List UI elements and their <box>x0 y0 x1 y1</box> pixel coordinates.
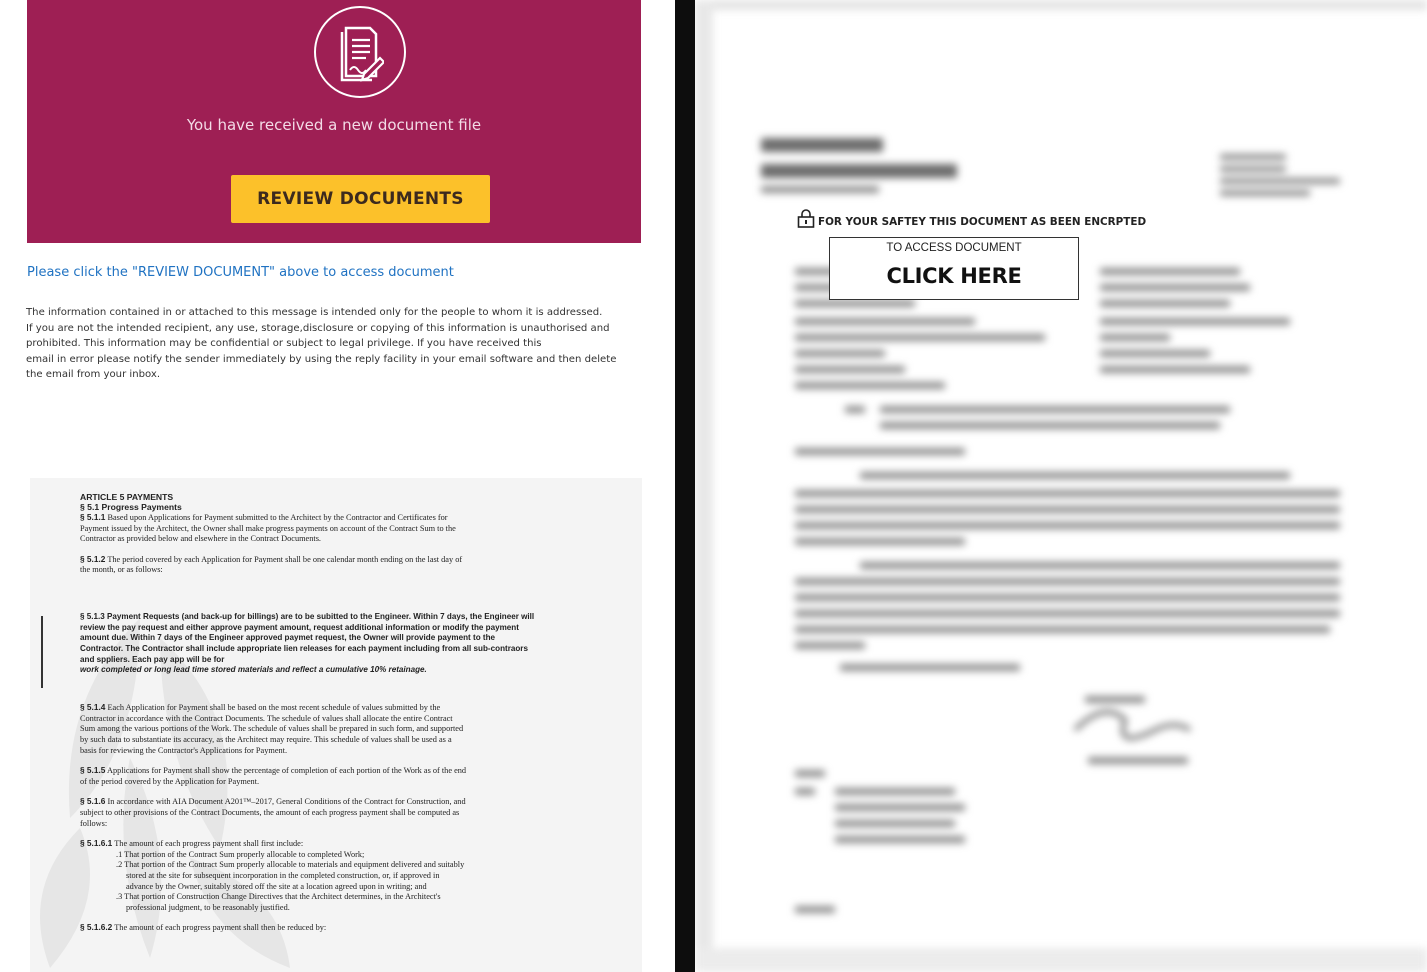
panel-divider <box>675 0 695 972</box>
text-line: by such data to substantiate its accuracy, as the Architect may require. This schedule of values shall be used as a <box>80 734 452 744</box>
blurred-letter <box>695 0 1427 972</box>
email-banner <box>27 0 641 243</box>
access-label: TO ACCESS DOCUMENT <box>886 242 1022 254</box>
security-notice-text: FOR YOUR SAFTEY THIS DOCUMENT AS BEEN ENCRPTED <box>818 216 1147 228</box>
review-documents-button[interactable]: REVIEW DOCUMENTS <box>231 175 490 223</box>
section-number: § 5.1.5 <box>80 765 106 776</box>
text-line: subject to other provisions of the Contract Documents, the amount of each progress payment shall be computed as <box>80 807 460 817</box>
email-panel <box>0 0 675 972</box>
article-title: ARTICLE 5 PAYMENTS <box>80 492 174 502</box>
text-line: Sum among the various portions of the Work. The schedule of values shall be prepared in such form, and supported <box>80 724 464 734</box>
text-line: In accordance with AIA Document A201™–2017, General Conditions of the Contract for Construction, and <box>107 797 466 807</box>
blurred-text-background <box>695 0 1427 972</box>
text-line: Applications for Payment shall show the percentage of completion of each portion of the Work as of the end <box>107 766 467 776</box>
text-line: follows: <box>80 818 108 828</box>
section-5-1-3 <box>80 612 580 676</box>
banner-message: You have received a new document file <box>186 116 482 134</box>
text-line: amount due. Within 7 days of the Engineer approved paymet request, the Owner will provide payment to the <box>80 633 496 643</box>
section-5-1-6 <box>80 796 580 829</box>
section-5-1-6-2 <box>80 922 580 934</box>
section-number: § 5.1.6 <box>80 796 106 807</box>
section-5-1-2 <box>80 554 580 576</box>
review-instruction-link[interactable]: Please click the "REVIEW DOCUMENT" above to access document <box>27 265 454 280</box>
access-document-box[interactable] <box>829 237 1079 300</box>
change-bar <box>41 616 43 688</box>
text-line: the month, or as follows: <box>80 565 163 575</box>
text-line: work completed or long lead time stored materials and reflect a cumulative 10% retainage. <box>80 665 427 675</box>
text-line: review the pay request and either approve payment amount, request additional information or modify the payment <box>80 622 519 632</box>
text-line: Each Application for Payment shall be based on the most recent schedule of values submitted by the <box>107 703 441 713</box>
encryption-notice <box>796 208 1146 228</box>
section-title: § 5.1 Progress Payments <box>80 502 182 512</box>
section-5-1-6-1 <box>80 838 580 913</box>
list-item-continued: stored at the site for subsequent incorporation in the completed construction, or, if approved in <box>126 870 440 880</box>
section-number: § 5.1.6.2 <box>80 922 113 933</box>
section-number: § 5.1.4 <box>80 702 106 713</box>
section-5-1-5 <box>80 765 580 787</box>
text-line: Contractor in accordance with the Contract Documents. The schedule of values shall allocate the entire Contract <box>80 713 453 723</box>
text-line: and sppliers. Each pay app will be for <box>80 654 225 664</box>
text-line: of the period covered by the Application for Payment. <box>80 776 260 786</box>
document-signature-icon <box>314 6 406 98</box>
contract-page-image <box>30 478 642 972</box>
text-line: basis for reviewing the Contractor's Applications for Payment. <box>80 745 288 755</box>
disclaimer-line: email in error please notify the sender immediately by using the reply facility in your email software and then delete <box>26 353 617 365</box>
blurred-letter-panel <box>695 0 1427 972</box>
list-item: .3 That portion of Construction Change Directives that the Architect determines, in the Architect's <box>116 892 441 902</box>
text-line: Contractor. The Contractor shall include appropriate lien releases for each payment including from all sub-contraors <box>80 644 528 654</box>
section-number: § 5.1.6.1 <box>80 838 113 849</box>
text-line: Payment issued by the Architect, the Owner shall make progress payments on account of the Contract Sum to the <box>80 523 456 533</box>
text-line: § 5.1.3 Payment Requests (and back-up for billings) are to be subitted to the Engineer. Within 7 days, the Engineer will <box>80 611 535 621</box>
text-line: The amount of each progress payment shall first include: <box>114 839 304 849</box>
disclaimer-line: the email from your inbox. <box>26 369 161 381</box>
list-item: .2 That portion of the Contract Sum properly allocable to materials and equipment delivered and suitably <box>116 860 465 870</box>
text-line: The amount of each progress payment shall then be reduced by: <box>114 923 327 933</box>
disclaimer-line: The information contained in or attached to this message is intended only for the people to whom it is addressed. <box>26 307 603 318</box>
section-number: § 5.1.1 <box>80 512 106 522</box>
list-item-continued: professional judgment, to be reasonably justified. <box>126 902 290 912</box>
click-here-link[interactable]: CLICK HERE <box>886 264 1022 288</box>
section-5-1-4 <box>80 702 580 756</box>
text-line: The period covered by each Application for Payment shall be one calendar month ending on the last day of <box>107 554 463 564</box>
contract-text <box>80 492 580 934</box>
email-disclaimer <box>26 305 636 383</box>
lock-icon <box>796 208 816 228</box>
section-number: § 5.1.2 <box>80 553 106 564</box>
section-5-1-1 <box>80 512 580 545</box>
disclaimer-line: If you are not the intended recipient, any use, storage,disclosure or copying of this information is unauthorised and <box>26 322 610 334</box>
text-line: Contractor as provided below and elsewhere in the Contract Documents. <box>80 534 321 544</box>
list-item-continued: advance by the Owner, suitably stored off the site at a location agreed upon in writing; and <box>126 881 427 891</box>
list-item: .1 That portion of the Contract Sum properly allocable to completed Work; <box>116 849 365 859</box>
text-line: Based upon Applications for Payment submitted to the Architect by the Contractor and Certificates for <box>107 513 448 522</box>
disclaimer-line: prohibited. This information may be confidential or subject to legal privilege. If you have received this <box>26 338 542 350</box>
